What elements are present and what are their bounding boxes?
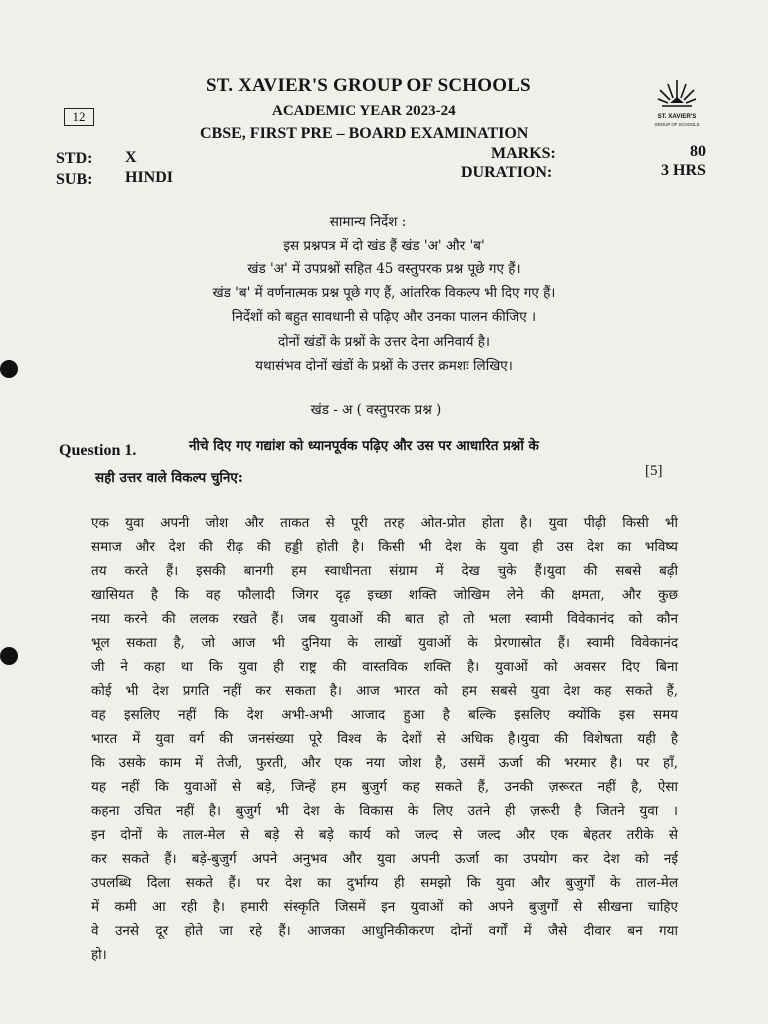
logo-text-line1: ST. XAVIER'S [657, 113, 697, 120]
instruction-line: इस प्रश्नपत्र में दो खंड हैं खंड 'अ' और 'ब' [283, 238, 485, 254]
passage-line: कि उसके काम में तेजी, फुरती, और एक नया जोश है, उसमें ऊर्जा की भरमार है। पर हाँ, [91, 755, 678, 771]
passage-line: इन दोनों के ताल-मेल से बड़े से बड़े कार्य को जल्द से जल्द और एक बेहतर तरीके से [91, 827, 678, 843]
passage-line: कोई भी देश प्रगति नहीं कर सकता है। आज भारत को हम सबसे युवा देश कह सकते हैं, [91, 683, 678, 699]
passage-line: यह नहीं कि युवाओं से बड़े, जिन्हें हम बुजुर्ग कह सकते हैं, उनकी ज़रूरत नहीं है, ऐसा [91, 779, 678, 795]
passage-line: भारत में युवा वर्ग की जनसंख्या पूरे विश्व के देशों से अधिक है।युवा की विशेषता यही है [91, 731, 678, 747]
passage-line: में कमी आ रही है। हमारी संस्कृति जिसमें इन युवाओं को अपने बुजुर्गों से सीखना चाहिए [91, 899, 678, 915]
passage-line: भूल सकता है, जो आज भी दुनिया के लाखों युवाओं के प्रेरणास्रोत हैं। स्वामी विवेकानंद [91, 635, 678, 651]
duration-label: DURATION: [461, 164, 553, 181]
punch-hole [0, 360, 18, 378]
passage-line: समाज और देश की रीढ़ की हड्डी होती है। किसी भी देश के युवा ही उस देश का भविष्य [91, 539, 678, 555]
page-number-box: 12 [64, 108, 94, 126]
exam-title: CBSE, FIRST PRE – BOARD EXAMINATION [200, 125, 529, 142]
academic-year: ACADEMIC YEAR 2023-24 [272, 103, 456, 119]
instruction-line: यथासंभव दोनों खंडों के प्रश्नों के उत्तर क्रमशः लिखिए। [255, 358, 513, 374]
passage-line: कहना उचित नहीं है। बुजुर्ग भी देश के विकास के लिए उतने ही ज़रूरी है जितने युवा । [91, 803, 678, 819]
instruction-line: खंड 'अ' में उपप्रश्नों सहित 45 वस्तुपरक प्रश्न पूछे गए हैं। [247, 261, 521, 277]
school-logo-icon [652, 76, 702, 134]
sub-value: HINDI [125, 169, 174, 186]
passage-line: कर सकते हैं। बड़े-बुजुर्ग अपने अनुभव और युवा अपनी ऊर्जा का उपयोग कर देश को नई [91, 851, 678, 867]
question-text-line2: सही उत्तर वाले विकल्प चुनिए: [95, 470, 243, 486]
passage-line: एक युवा अपनी जोश और ताकत से पूरी तरह ओत-प्रोत होता है। युवा पीढ़ी किसी भी [91, 515, 678, 531]
std-value: X [125, 149, 137, 166]
instruction-line: दोनों खंडों के प्रश्नों के उत्तर देना अनिवार्य है। [277, 334, 491, 350]
std-label: STD: [56, 150, 93, 167]
question-marks: [5] [645, 463, 663, 479]
sub-label: SUB: [56, 171, 93, 188]
marks-label: MARKS: [491, 145, 556, 162]
passage-line: हो। [91, 947, 107, 963]
instructions-title: सामान्य निर्देश : [329, 214, 407, 230]
question-label: Question 1. [59, 442, 137, 459]
duration-value: 3 HRS [661, 162, 706, 179]
punch-hole [0, 647, 18, 665]
passage-line: तय करते हैं। इसकी बानगी हम स्वाधीनता संग्राम में देख चुके हैं।युवा की सबसे बढ़ी [91, 563, 678, 579]
passage-line: खासियत है कि वह फौलादी जिगर दृढ़ इच्छा शक्ति जोखिम लेने की क्षमता, और कुछ [91, 587, 678, 603]
passage-line: वे उनसे दूर होते जा रहे हैं। आजका आधुनिकीकरण दोनों वर्गों में जैसे दीवार बन गया [91, 923, 678, 939]
section-heading: खंड - अ ( वस्तुपरक प्रश्न ) [310, 402, 442, 418]
passage-line: नया करने की ललक रखते हैं। जब युवाओं की बात हो तो भला स्वामी विवेकानंद को कौन [91, 611, 678, 627]
school-logo [652, 76, 702, 134]
instruction-line: निर्देशों को बहुत सावधानी से पढ़िए और उनका पालन कीजिए । [231, 309, 537, 325]
marks-value: 80 [690, 143, 706, 160]
passage-line: वह इसलिए नहीं कि देश अभी-अभी आजाद हुआ है बल्कि इसलिए क्योंकि इस समय [91, 707, 678, 723]
instruction-line: खंड 'ब' में वर्णनात्मक प्रश्न पूछे गए हैं, आंतरिक विकल्प भी दिए गए हैं। [212, 285, 556, 301]
question-text-line1: नीचे दिए गए गद्यांश को ध्यानपूर्वक पढ़िए और उस पर आधारित प्रश्नों के [189, 438, 539, 454]
logo-text-line2: GROUP OF SCHOOLS [654, 122, 700, 127]
passage-line: उपलब्धि दिला सकते हैं। पर देश का दुर्भाग्य ही समझो कि युवा और बुजुर्गों के ताल-मेल [91, 875, 678, 891]
school-name: ST. XAVIER'S GROUP OF SCHOOLS [206, 75, 531, 96]
passage-line: जी ने कहा था कि युवा ही राष्ट्र की वास्तविक शक्ति है। युवाओं को अवसर दिए बिना [91, 659, 678, 675]
